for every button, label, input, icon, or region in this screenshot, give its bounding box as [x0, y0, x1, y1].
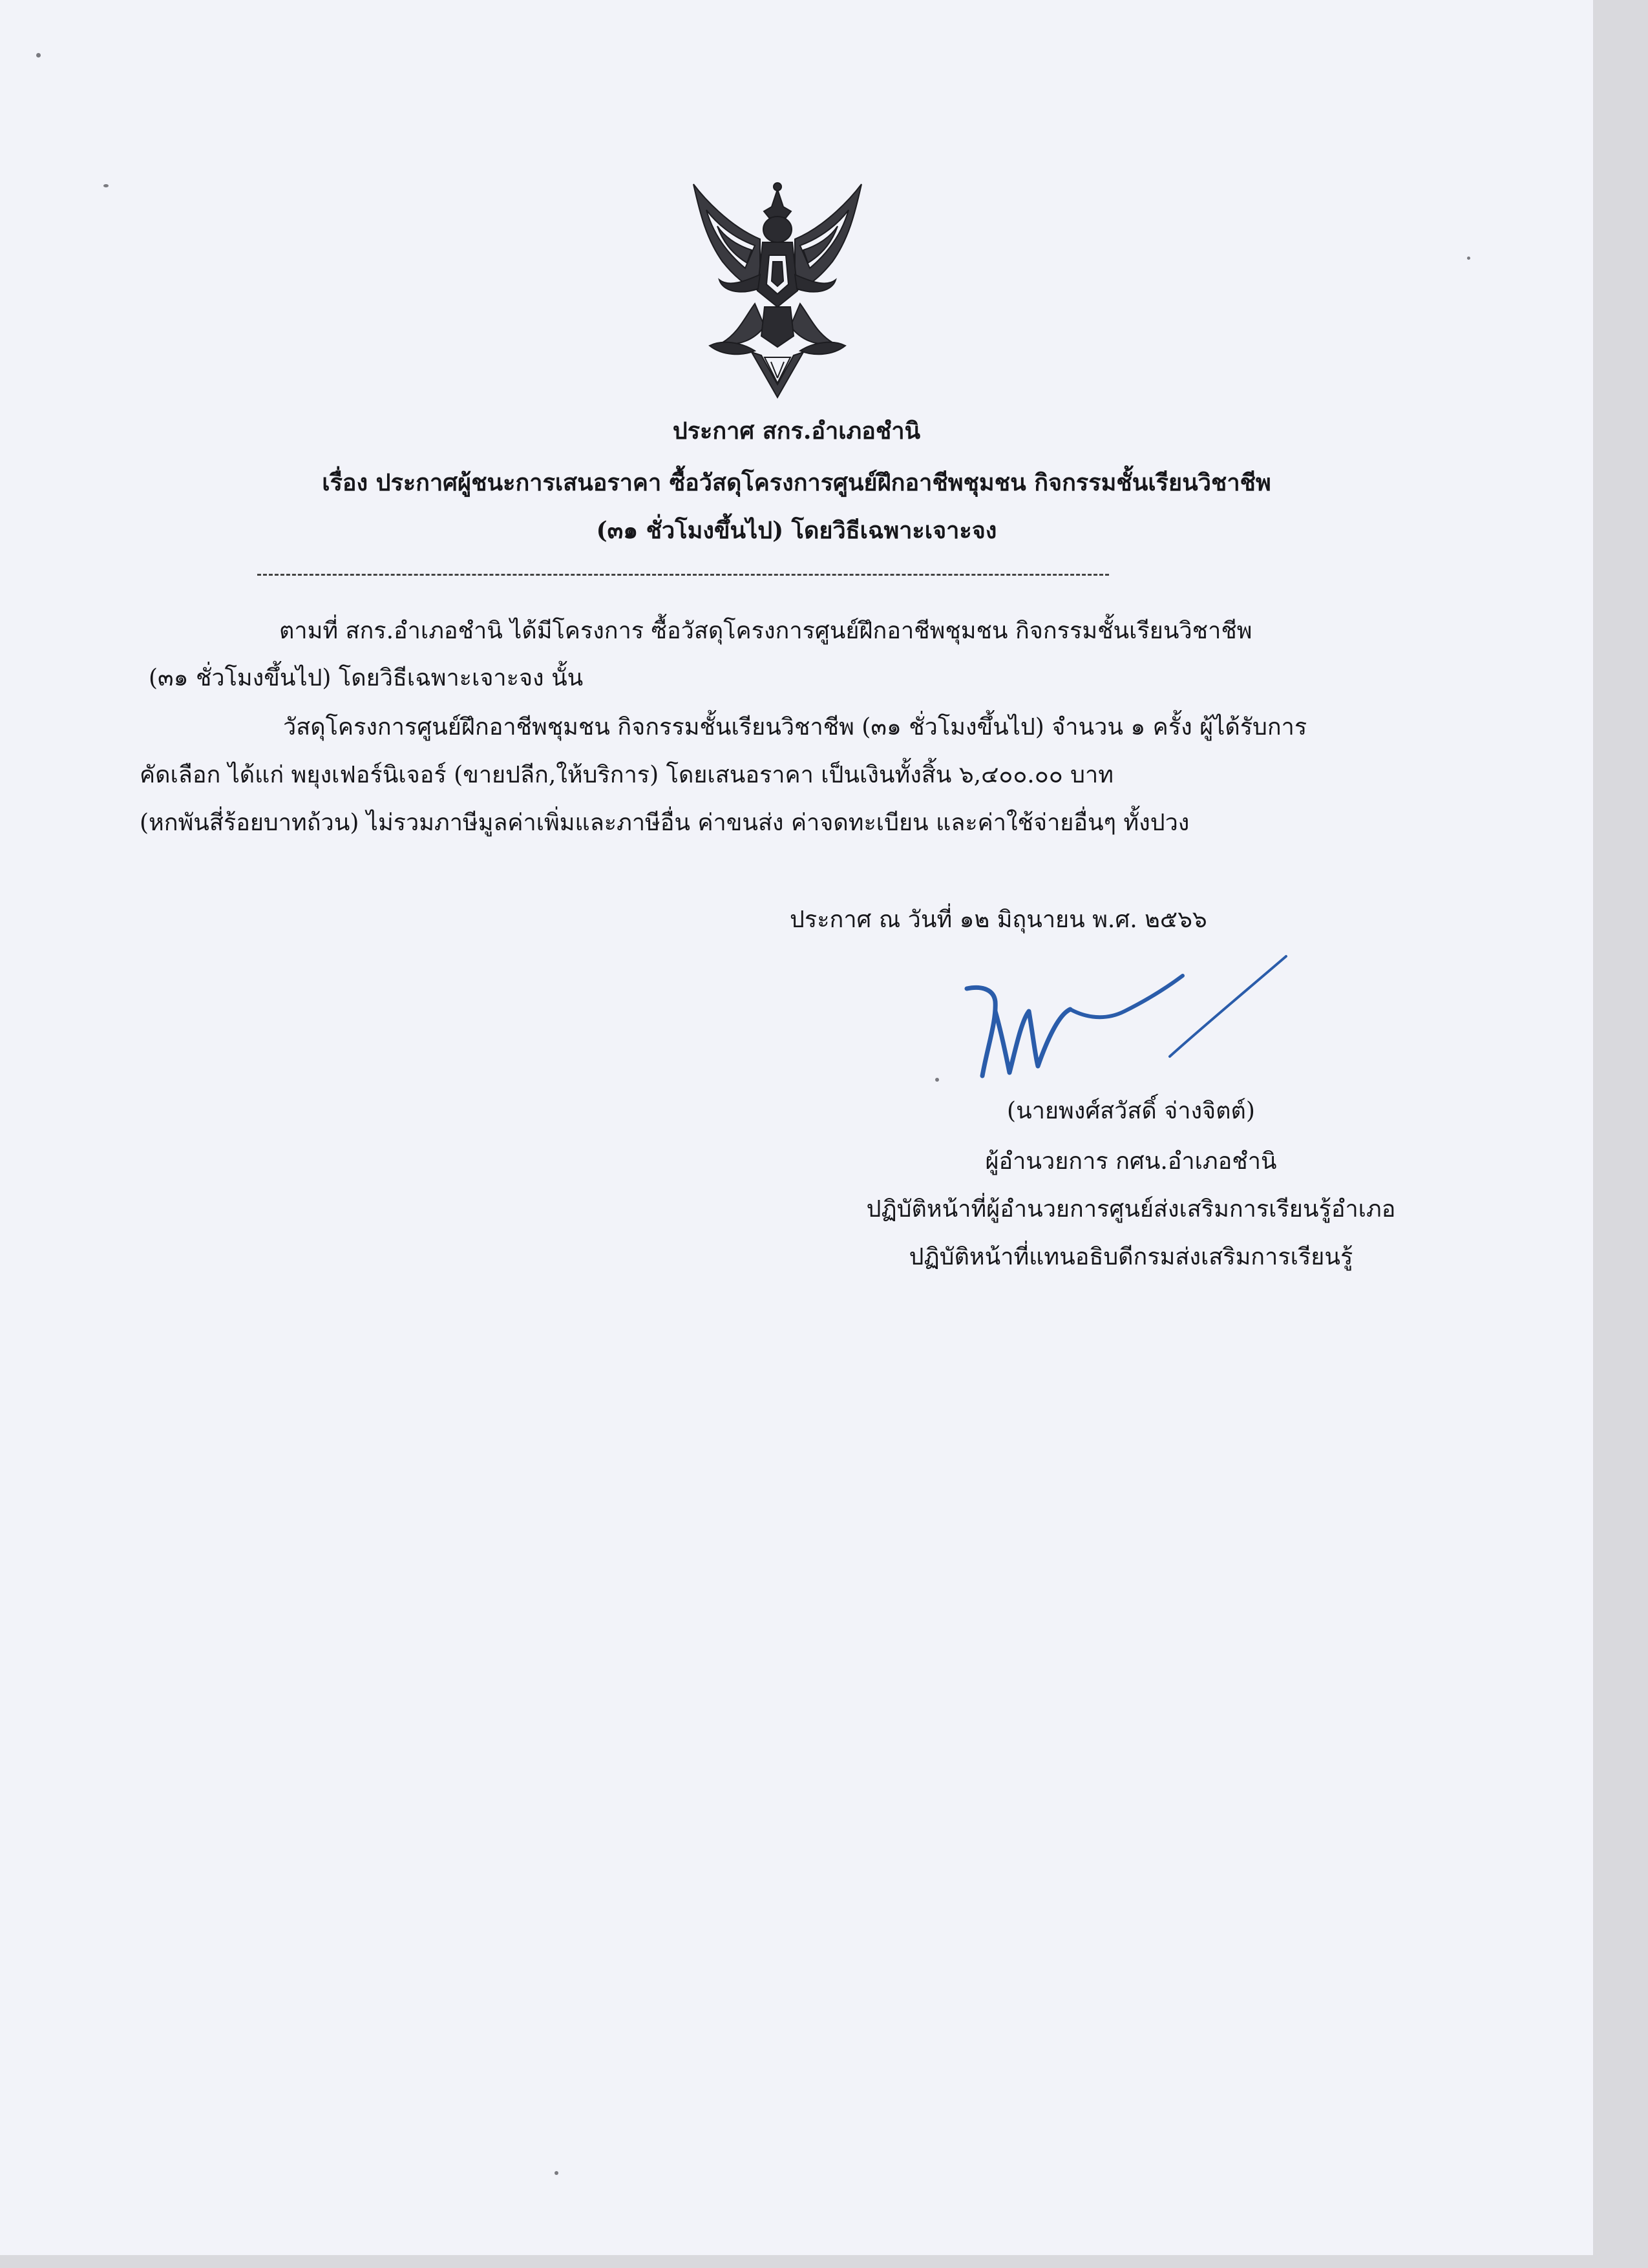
scan-speck: [935, 1078, 939, 1082]
scan-speck: [36, 53, 41, 58]
scan-speck: [1467, 257, 1470, 260]
signatory-position-3: ปฏิบัติหน้าที่แทนอธิบดีกรมส่งเสริมการเรียนรู้: [909, 1244, 1353, 1270]
body-line-4: คัดเลือก ได้แก่ พยุงเฟอร์นิเจอร์ (ขายปลีก,ให้บริการ) โดยเสนอราคา เป็นเงินทั้งสิ้น ๖,๔๐๐.๐๐ บาท: [140, 762, 1114, 788]
signatory-position-1: ผู้อำนวยการ กศน.อำเภอชำนิ: [985, 1148, 1277, 1175]
body-line-3: วัสดุโครงการศูนย์ฝึกอาชีพชุมชน กิจกรรมชั้นเรียนวิชาชีพ (๓๑ ชั่วโมงขึ้นไป) จำนวน ๑ ครั้ง ผู้ได้รับการ: [283, 714, 1307, 740]
body-line-2: (๓๑ ชั่วโมงขึ้นไป) โดยวิธีเฉพาะเจาะจง นั้น: [149, 665, 584, 691]
body-line-1: ตามที่ สกร.อำเภอชำนิ ได้มีโครงการ ซื้อวัสดุโครงการศูนย์ฝึกอาชีพชุมชน กิจกรรมชั้นเรียนวิชาชีพ: [279, 618, 1252, 644]
subject-line-1: เรื่อง ประกาศผู้ชนะการเสนอราคา ซื้อวัสดุโครงการศูนย์ฝึกอาชีพชุมชน กิจกรรมชั้นเรียนวิชาชีพ: [322, 469, 1271, 496]
scan-speck: [103, 184, 109, 187]
issuer-title: ประกาศ สกร.อำเภอชำนิ: [672, 417, 921, 445]
subject-line-2: (๓๑ ชั่วโมงขึ้นไป) โดยวิธีเฉพาะเจาะจง: [596, 517, 997, 544]
signatory-position-2: ปฏิบัติหน้าที่ผู้อำนวยการศูนย์ส่งเสริมการเรียนรู้อำเภอ: [866, 1196, 1396, 1223]
announcement-date: ประกาศ ณ วันที่ ๑๒ มิถุนายน พ.ศ. ๒๕๖๖: [790, 907, 1207, 933]
header-divider: [257, 574, 1109, 576]
garuda-emblem-icon: [684, 178, 871, 401]
body-line-5: (หกพันสี่ร้อยบาทถ้วน) ไม่รวมภาษีมูลค่าเพิ่มและภาษีอื่น ค่าขนส่ง ค่าจดทะเบียน และค่าใช้จ่ายอื่นๆ ทั้งปวง: [140, 810, 1190, 836]
handwritten-signature: [956, 950, 1293, 1089]
signatory-name: (นายพงศ์สวัสดิ์ จ่างจิตต์): [1007, 1098, 1255, 1124]
scan-speck: [555, 2171, 558, 2175]
